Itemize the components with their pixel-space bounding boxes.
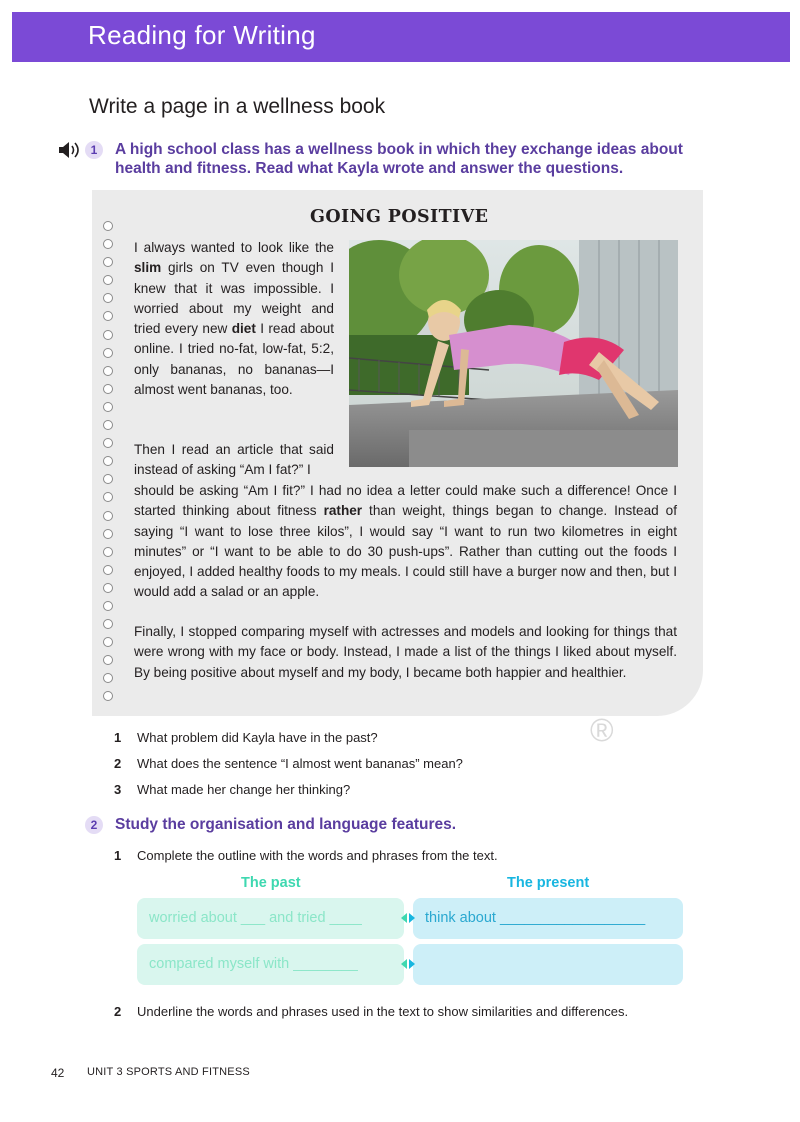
question-number: 3 xyxy=(114,782,122,797)
column-heading-present: The present xyxy=(507,875,590,891)
double-arrow-icon xyxy=(401,959,415,969)
task1-instruction-line1: A high school class has a wellness book in which they exchange ideas about xyxy=(115,141,683,158)
binding-ring xyxy=(103,348,113,358)
article-paragraph-2-rest: should be asking “Am I fit?” I had no idea a letter could make such a difference! Once I started thinking about fitness rather than weight, things began to change. Instead of saying “I want to lose three kilos”, I would say “I want to run two kilometres in eight minutes” or “I want to be able to do 30 push-ups”. Rather than cutting out the foods I enjoyed, I added healthy foods to my meals. I could still have a burger now and then, but I would add a salad or an apple. xyxy=(134,483,677,600)
binding-ring xyxy=(103,239,113,249)
page-number: 42 xyxy=(51,1066,65,1080)
task-number-1: 1 xyxy=(85,141,103,159)
binding-ring xyxy=(103,402,113,412)
binding-ring xyxy=(103,257,113,267)
binding-ring xyxy=(103,275,113,285)
article-paragraph-1: I always wanted to look like the slim girls on TV even though I knew that it was impossible. I worried about my weight and tried every new diet I read about online. I tried no-fat, low-fat, 5:2, only bananas, no bananas—I almost went bananas, too. xyxy=(134,240,334,398)
section-banner xyxy=(12,12,790,62)
subtask-number: 1 xyxy=(114,848,122,863)
binding-ring xyxy=(103,293,113,303)
section-title: Reading for Writing xyxy=(88,20,316,50)
binding-ring xyxy=(103,565,113,575)
task1-instruction-line2: health and fitness. Read what Kayla wrote and answer the questions. xyxy=(115,160,624,177)
binding-ring xyxy=(103,474,113,484)
subtask-text: Complete the outline with the words and phrases from the text. xyxy=(137,848,498,863)
question-text: What does the sentence “I almost went bananas” mean? xyxy=(137,756,463,771)
unit-label: UNIT 3 SPORTS AND FITNESS xyxy=(87,1066,250,1078)
outline-past-row-2[interactable]: compared myself with ________ xyxy=(137,944,404,985)
speaker-icon[interactable] xyxy=(58,141,80,159)
binding-ring xyxy=(103,655,113,665)
question-text: What made her change her thinking? xyxy=(137,782,351,797)
task-number-2: 2 xyxy=(85,816,103,834)
page-title: Write a page in a wellness book xyxy=(89,95,386,118)
binding-ring xyxy=(103,492,113,502)
binding-ring xyxy=(103,221,113,231)
double-arrow-icon xyxy=(401,913,415,923)
binding-ring xyxy=(103,456,113,466)
binding-ring xyxy=(103,691,113,701)
binding-ring xyxy=(103,637,113,647)
binding-ring xyxy=(103,420,113,430)
question-number: 1 xyxy=(114,730,122,745)
registered-mark: ® xyxy=(590,712,614,748)
subtask-text: Underline the words and phrases used in the text to show similarities and differences. xyxy=(137,1004,629,1019)
binding-ring xyxy=(103,438,113,448)
article-title: GOING POSITIVE xyxy=(310,207,489,227)
binding-ring xyxy=(103,547,113,557)
question-number: 2 xyxy=(114,756,122,771)
binding-ring xyxy=(103,529,113,539)
outline-present-row-1[interactable]: think about __________________ xyxy=(413,898,683,939)
task2-title: Study the organisation and language features. xyxy=(115,816,457,833)
binding-ring xyxy=(103,330,113,340)
outline-past-row-1[interactable]: worried about ___ and tried ____ xyxy=(137,898,404,939)
question-text: What problem did Kayla have in the past? xyxy=(137,730,378,745)
article-paragraph-2-start: Then I read an article that said instead of asking “Am I fat?” I xyxy=(134,442,334,478)
binding-ring xyxy=(103,583,113,593)
binding-ring xyxy=(103,601,113,611)
binding-ring xyxy=(103,619,113,629)
exercise-photo xyxy=(349,240,678,467)
column-heading-past: The past xyxy=(241,875,301,891)
binding-ring xyxy=(103,511,113,521)
article-paragraph-3: Finally, I stopped comparing myself with actresses and models and looking for things that were wrong with my face or body. Instead, I made a list of the things I liked about myself. By being positive about myself and my body, I became both happier and healthier. xyxy=(134,624,677,680)
subtask-number: 2 xyxy=(114,1004,122,1019)
outline-present-row-2[interactable] xyxy=(413,944,683,985)
binding-ring xyxy=(103,384,113,394)
binding-ring xyxy=(103,366,113,376)
binding-ring xyxy=(103,673,113,683)
notebook-rings xyxy=(103,221,117,710)
binding-ring xyxy=(103,311,113,321)
